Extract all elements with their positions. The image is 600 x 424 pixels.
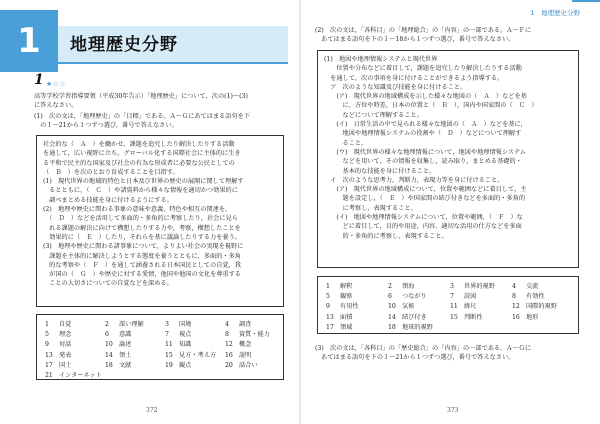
choice-number: 14	[388, 313, 396, 321]
choice-item	[105, 351, 131, 361]
choice-label: 国境	[179, 321, 192, 328]
choice-item	[512, 302, 557, 312]
choice-label: 世界的視野	[464, 283, 495, 290]
choice-item	[512, 282, 538, 292]
choice-item	[105, 340, 131, 350]
choice-number: 1	[45, 321, 49, 328]
choice-number: 21	[45, 372, 53, 379]
choice-label: 地球的視野	[402, 323, 433, 331]
choice-item	[450, 302, 476, 312]
choice-number: 16	[225, 351, 233, 359]
choice-label: 緯尺	[464, 303, 477, 311]
choice-label: 観点	[179, 361, 192, 369]
choice-item	[45, 361, 71, 371]
choice-label: 文献	[119, 361, 132, 369]
choice-item	[388, 302, 414, 312]
choices-box-2	[317, 276, 579, 334]
choice-number: 7	[450, 293, 454, 301]
choice-number: 18	[105, 361, 113, 369]
choice-number: 10	[388, 303, 396, 311]
choice-label: 面積	[340, 313, 353, 321]
choice-label: 発表	[59, 351, 72, 359]
choice-item	[326, 292, 352, 302]
choice-number: 3	[165, 321, 169, 328]
choice-item	[225, 361, 258, 371]
choice-number: 5	[326, 293, 330, 301]
choice-number: 9	[45, 341, 49, 349]
choice-item	[326, 313, 352, 323]
choice-number: 19	[165, 361, 173, 369]
difficulty-stars: ★☆☆	[46, 80, 67, 88]
choice-label: 論述	[119, 341, 132, 349]
choice-label: 理念	[59, 331, 72, 339]
question-number: 1	[34, 72, 44, 88]
objective-text: 社会的な（ Ａ ）を働かせ，課題を追究したり解決したりする活動 を通して，広い視野に立ち，グローバル化する国際社会に主体的に生き る平和で民主的な国家及び社会の有為な形成者に必要な公民としての （ Ｂ ）を次のとおり育成することを目指す。 (1) 現代世界の地域的特色と日本及び世界の歴史の展開に関して理解す るとともに，（ Ｃ ）や諸資料から様々な情報を適切かつ効果的に 調べまとめる技能を身に付けるようにする。 (2) 地理や歴史に関わる事象の意味や意義，特色や相互の関連を， （ Ｄ ）などを活用して多面的・多角的に考察したり，社会に見ら れる課題の解決に向けて構想したりする力や，考察，構想したことを 効果的に（ Ｅ ）したり，それらを基に議論したりする力を養う。 (3) 地理や歴史に関わる諸事象について，よりよい社会の実現を視野に 課題を主体的に解決しようとする態度を養うとともに，多面的・多角 的な考察や（ Ｆ ）を通して涵養される日本国民としての自覚，我 が国の（ Ｇ ）や歴史に対する愛情，他国や他国の文化を尊重する ことの大切さについての自覚などを深める。	[43, 141, 244, 288]
choice-number: 9	[326, 303, 330, 311]
choice-number: 4	[225, 321, 229, 328]
choice-number: 12	[225, 341, 233, 349]
choice-item	[388, 292, 427, 302]
choice-label: 国土	[59, 361, 72, 369]
choice-number: 11	[450, 303, 458, 311]
choice-number: 16	[512, 313, 520, 321]
subquestion-2: (2) 次の文は，「各科目」の「地理総合」の「内容」の一部である。Ａ〜Ｆに あてはまる語句を下の１〜18から１つずつ選び，番号で答えなさい。	[315, 27, 532, 44]
choice-number: 8	[512, 293, 516, 301]
choice-number: 14	[105, 351, 113, 359]
choice-label: 資質・能力	[239, 331, 270, 339]
choice-item	[225, 330, 270, 340]
choice-item	[450, 282, 495, 292]
choice-label: 話合い	[239, 361, 258, 369]
choice-number: 5	[45, 331, 49, 339]
choice-number: 7	[165, 331, 169, 339]
choice-label: 観察	[340, 293, 353, 301]
choice-label: 気候	[402, 303, 415, 311]
choice-label: 見方・考え方	[179, 351, 217, 359]
choice-label: 解釈	[340, 283, 353, 290]
choice-item	[225, 320, 251, 330]
choice-number: 6	[105, 331, 109, 339]
choice-label: 対話	[59, 341, 72, 349]
choice-label: 国際的視野	[526, 303, 557, 311]
choice-number: 18	[388, 323, 396, 331]
choice-number: 17	[45, 361, 53, 369]
right-page	[301, 0, 600, 424]
choice-item	[388, 313, 427, 323]
content-text: (1) 地図や地理情報システムと現代世界 位置や分布などに着目して，課題を追究したり解決したりする活動 を通して，次の事項を身に付けることができるよう指導する。 ア 次のような知識及び技能を身に付けること。 (ア) 現代世界の地域構成を示した様々な地図の（ Ａ ）などを基 に，方位や時差，日本の位置と（ Ｂ ），国内や国家間の（ Ｃ ） などについて理解すること。 (イ) 日常生活の中で見られる様々な地図の（ Ａ ）などを基に， 地図や地理情報システムの役割や（ Ｄ ）などについて理解す ること。 (ウ) 現代世界の様々な地理情報について，地図や地理情報システム などを用いて，その情報を収集し，読み取り，まとめる基礎的・ 基本的な技能を身に付けること。 イ 次のような思考力，判断力，表現力等を身に付けること。 (ア) 現代世界の地域構成について，位置や範囲などに着目して，主 題を設定し，（ Ｅ ）や国家間の結び付きなどを多面的・多角的 に考察し，表現すること。 (イ) 地図や地理情報システムについて，位置や範囲，（ Ｆ ）な どに着目して，目的や用途，内容，適切な活用の仕方などを多面 的・多角的に考察し，表現すること。	[324, 56, 538, 240]
choice-label: つながり	[402, 293, 427, 301]
page-number-left: 372	[146, 407, 158, 414]
choice-item	[105, 330, 131, 340]
chapter-title: 地理歴史分野	[70, 35, 178, 55]
choice-label: 自覚	[59, 321, 72, 328]
choice-label: 有効性	[526, 293, 545, 301]
choice-item	[512, 313, 538, 323]
choice-item	[326, 282, 352, 292]
choice-item	[105, 361, 131, 371]
choice-item	[45, 340, 71, 350]
choice-label: 知識	[179, 341, 192, 349]
left-page	[0, 0, 299, 424]
choice-label: 意識	[119, 331, 132, 339]
choice-number: 6	[388, 293, 392, 301]
choice-item	[105, 320, 144, 330]
subquestion-3: (3) 次の文は，「各科目」の「歴史総合」の「内容」の一部である。Ａ〜Ｇに あてはまる語句を下の１〜21から１つずつ選び，番号で答えなさい。	[315, 345, 532, 362]
choice-label: 領土	[119, 351, 132, 359]
choice-label: 調査	[239, 321, 252, 328]
choice-label: 領域	[340, 323, 353, 331]
choice-item	[512, 292, 545, 302]
choice-number: 12	[512, 303, 520, 311]
choice-item	[388, 282, 414, 292]
choice-label: 地形	[526, 313, 539, 321]
choice-number: 20	[225, 361, 233, 369]
objective-box	[36, 135, 284, 307]
chapter-number: 1	[0, 10, 58, 72]
content-box	[317, 50, 579, 268]
choice-item	[165, 340, 191, 350]
choice-number: 17	[326, 323, 334, 331]
choice-number: 13	[326, 313, 334, 321]
choice-number: 11	[165, 341, 173, 349]
page-number-right: 373	[447, 407, 459, 414]
choice-label: 交流	[526, 283, 539, 290]
choice-item	[326, 323, 352, 333]
choice-label: 判断性	[464, 313, 483, 321]
choice-label: 読図	[464, 293, 477, 301]
subquestion-1: (1) 次の文は，「地理歴史」の「目標」である。Ａ〜Ｇにあてはまる語句を下 の１〜21から１つずつ選び，番号で答えなさい。	[34, 113, 251, 130]
choice-number: 10	[105, 341, 113, 349]
choice-label: 深い理解	[119, 321, 144, 328]
choice-item	[225, 351, 251, 361]
choice-label: 説明	[239, 351, 252, 359]
choice-number: 1	[326, 283, 330, 290]
choice-number: 3	[450, 283, 454, 290]
choice-item	[165, 361, 191, 371]
running-head: 1 地理歴史分野	[530, 9, 580, 17]
choice-number: 15	[450, 313, 458, 321]
choice-label: 領海	[402, 283, 415, 290]
question-intro: 高等学校学習指導要領（平成30年告示）「地理歴史」について，次の(1)〜(3) に答えなさい。	[34, 93, 248, 110]
choice-item	[45, 320, 71, 330]
choice-label: 視点	[179, 331, 192, 339]
choice-item	[450, 292, 476, 302]
choice-item	[388, 323, 433, 333]
choice-number: 15	[165, 351, 173, 359]
choice-number: 4	[512, 283, 516, 290]
choice-item	[165, 330, 191, 340]
choice-item	[326, 302, 359, 312]
choice-item	[225, 340, 251, 350]
choice-number: 2	[388, 283, 392, 290]
choices-box-1	[36, 314, 284, 380]
chapter-rule	[58, 62, 288, 64]
choice-item	[45, 351, 71, 361]
choice-item	[45, 330, 71, 340]
choice-label: 有用性	[340, 303, 359, 311]
choice-number: 2	[105, 321, 109, 328]
choice-item	[450, 313, 483, 323]
choice-number: 8	[225, 331, 229, 339]
choice-item	[165, 320, 191, 330]
choice-label: 結び付き	[402, 313, 427, 321]
header-bar	[572, 0, 600, 2]
choice-number: 13	[45, 351, 53, 359]
choice-label: 概念	[239, 341, 252, 349]
choice-item	[165, 351, 216, 361]
choice-label: インターネット	[59, 372, 102, 379]
choice-item	[45, 371, 102, 381]
